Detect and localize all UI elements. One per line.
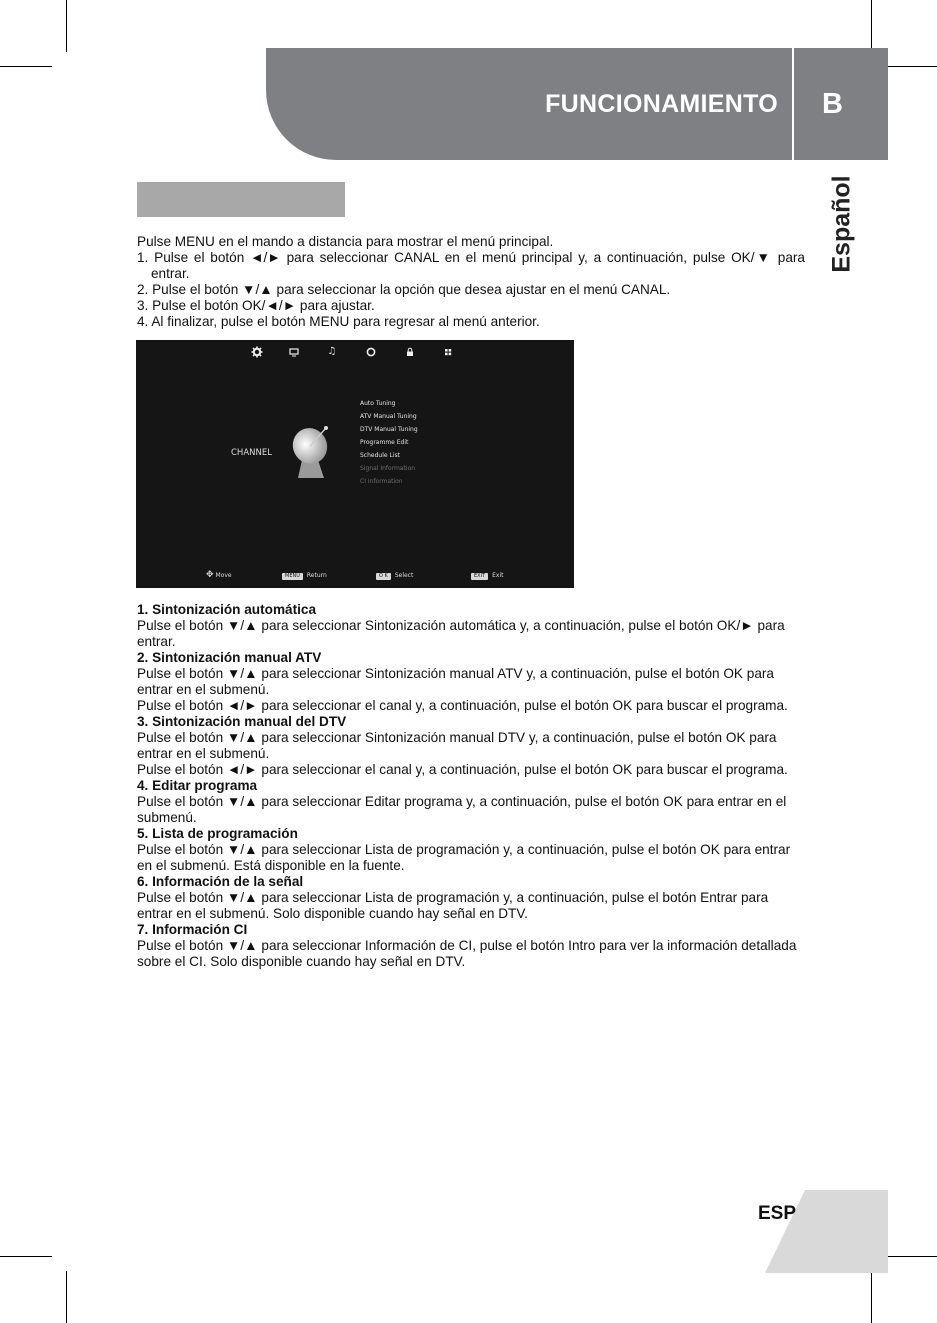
- footer-move-label: Move: [215, 572, 232, 579]
- section-body: Pulse el botón ▼/▲ para seleccionar Lista de programación y, a continuación, pulse el botón OK para entrar en el submenú. Está disponible en la fuente.: [137, 842, 791, 873]
- menu-item-ci-information: CI Information: [360, 478, 403, 485]
- section-body: Pulse el botón ◄/► para seleccionar el canal y, a continuación, pulse el botón OK para buscar el programa.: [137, 698, 788, 713]
- ok-key: O K: [376, 573, 391, 580]
- section-letter: B: [822, 88, 843, 120]
- channel-menu-list: [360, 397, 418, 488]
- section-title: 3. Sintonización manual del DTV: [137, 714, 347, 729]
- music-note-icon: ♫: [327, 346, 337, 357]
- crop-mark: [66, 1271, 67, 1323]
- intro-step-1: 1. Pulse el botón ◄/► para seleccionar CANAL en el menú principal y, a continuación, pulse OK/▼ para entrar.: [137, 250, 805, 281]
- menu-item-signal-information: Signal Information: [360, 465, 416, 472]
- menu-key: MENU: [282, 573, 303, 580]
- section-title: 4. Editar programa: [137, 778, 258, 793]
- section-title: 7. Información CI: [137, 922, 248, 937]
- section-body: Pulse el botón ▼/▲ para seleccionar Información de CI, pulse el botón Intro para ver la información detallada sobre el CI. Solo disponible cuando hay señal en DTV.: [137, 938, 797, 969]
- menu-item-atv-manual-tuning[interactable]: ATV Manual Tuning: [360, 413, 417, 420]
- crop-mark: [66, 0, 67, 52]
- exit-key: EXIT: [471, 573, 488, 580]
- grid-icon: [442, 346, 454, 358]
- channel-sections: [137, 602, 805, 970]
- crop-mark: [885, 66, 937, 67]
- tv-channel-menu-screenshot: [136, 340, 574, 588]
- footer-select: [376, 572, 413, 580]
- menu-item-programme-edit[interactable]: Programme Edit: [360, 439, 409, 446]
- gear-icon: [251, 346, 263, 358]
- menu-item-schedule-list[interactable]: Schedule List: [360, 452, 400, 459]
- section-title: 5. Lista de programación: [137, 826, 298, 841]
- intro-instructions: [137, 234, 805, 330]
- footer-select-label: Select: [394, 572, 414, 579]
- move-arrows-icon: ✥: [206, 570, 214, 580]
- section-letter-box: [794, 48, 888, 160]
- section-body: Pulse el botón ▼/▲ para seleccionar Lista de programación y, a continuación, pulse el botón Entrar para entrar en el submenú. Solo disponible cuando hay señal en DTV.: [137, 890, 769, 921]
- footer-return: [282, 572, 327, 580]
- section-title: 6. Información de la señal: [137, 874, 304, 889]
- clock-icon: [365, 346, 377, 358]
- crop-mark: [0, 1256, 52, 1257]
- footer-exit-label: Exit: [492, 572, 504, 579]
- satellite-dish-icon: [288, 422, 334, 480]
- page-title: FUNCIONAMIENTO: [545, 90, 778, 118]
- section-heading-bar: [137, 182, 345, 217]
- crop-mark: [885, 1256, 937, 1257]
- footer-exit: [471, 572, 504, 580]
- section-body: Pulse el botón ▼/▲ para seleccionar Sintonización manual ATV y, a continuación, pulse el botón OK para entrar en el submenú.: [137, 666, 774, 697]
- section-title: 2. Sintonización manual ATV: [137, 650, 322, 665]
- header-band: [266, 48, 792, 160]
- language-code-label: ESP: [758, 1203, 797, 1224]
- section-body: Pulse el botón ▼/▲ para seleccionar Sintonización automática y, a continuación, pulse el botón OK/► para entrar.: [137, 618, 785, 649]
- section-title: 1. Sintonización automática: [137, 602, 317, 617]
- crop-mark: [871, 0, 872, 52]
- crop-mark: [0, 66, 52, 67]
- intro-line: Pulse MENU en el mando a distancia para mostrar el menú principal.: [137, 234, 554, 249]
- section-body: Pulse el botón ▼/▲ para seleccionar Sintonización manual DTV y, a continuación, pulse el botón OK para entrar en el submenú.: [137, 730, 777, 761]
- section-body: Pulse el botón ▼/▲ para seleccionar Editar programa y, a continuación, pulse el botón OK para entrar en el submenú.: [137, 794, 787, 825]
- crop-mark: [871, 1271, 872, 1323]
- channel-label: CHANNEL: [231, 448, 272, 458]
- intro-step-2: 2. Pulse el botón ▼/▲ para seleccionar la opción que desea ajustar en el menú CANAL.: [137, 282, 671, 297]
- monitor-icon: [288, 346, 300, 358]
- menu-item-dtv-manual-tuning[interactable]: DTV Manual Tuning: [360, 426, 418, 433]
- section-body: Pulse el botón ◄/► para seleccionar el canal y, a continuación, pulse el botón OK para buscar el programa.: [137, 762, 788, 777]
- intro-step-3: 3. Pulse el botón OK/◄/► para ajustar.: [137, 298, 375, 313]
- footer-move: [206, 570, 232, 580]
- language-label: Español: [827, 175, 856, 273]
- footer-return-label: Return: [306, 572, 327, 579]
- lock-icon: [404, 346, 416, 358]
- intro-step-4: 4. Al finalizar, pulse el botón MENU para regresar al menú anterior.: [137, 314, 540, 329]
- menu-item-auto-tuning[interactable]: Auto Tuning: [360, 400, 396, 407]
